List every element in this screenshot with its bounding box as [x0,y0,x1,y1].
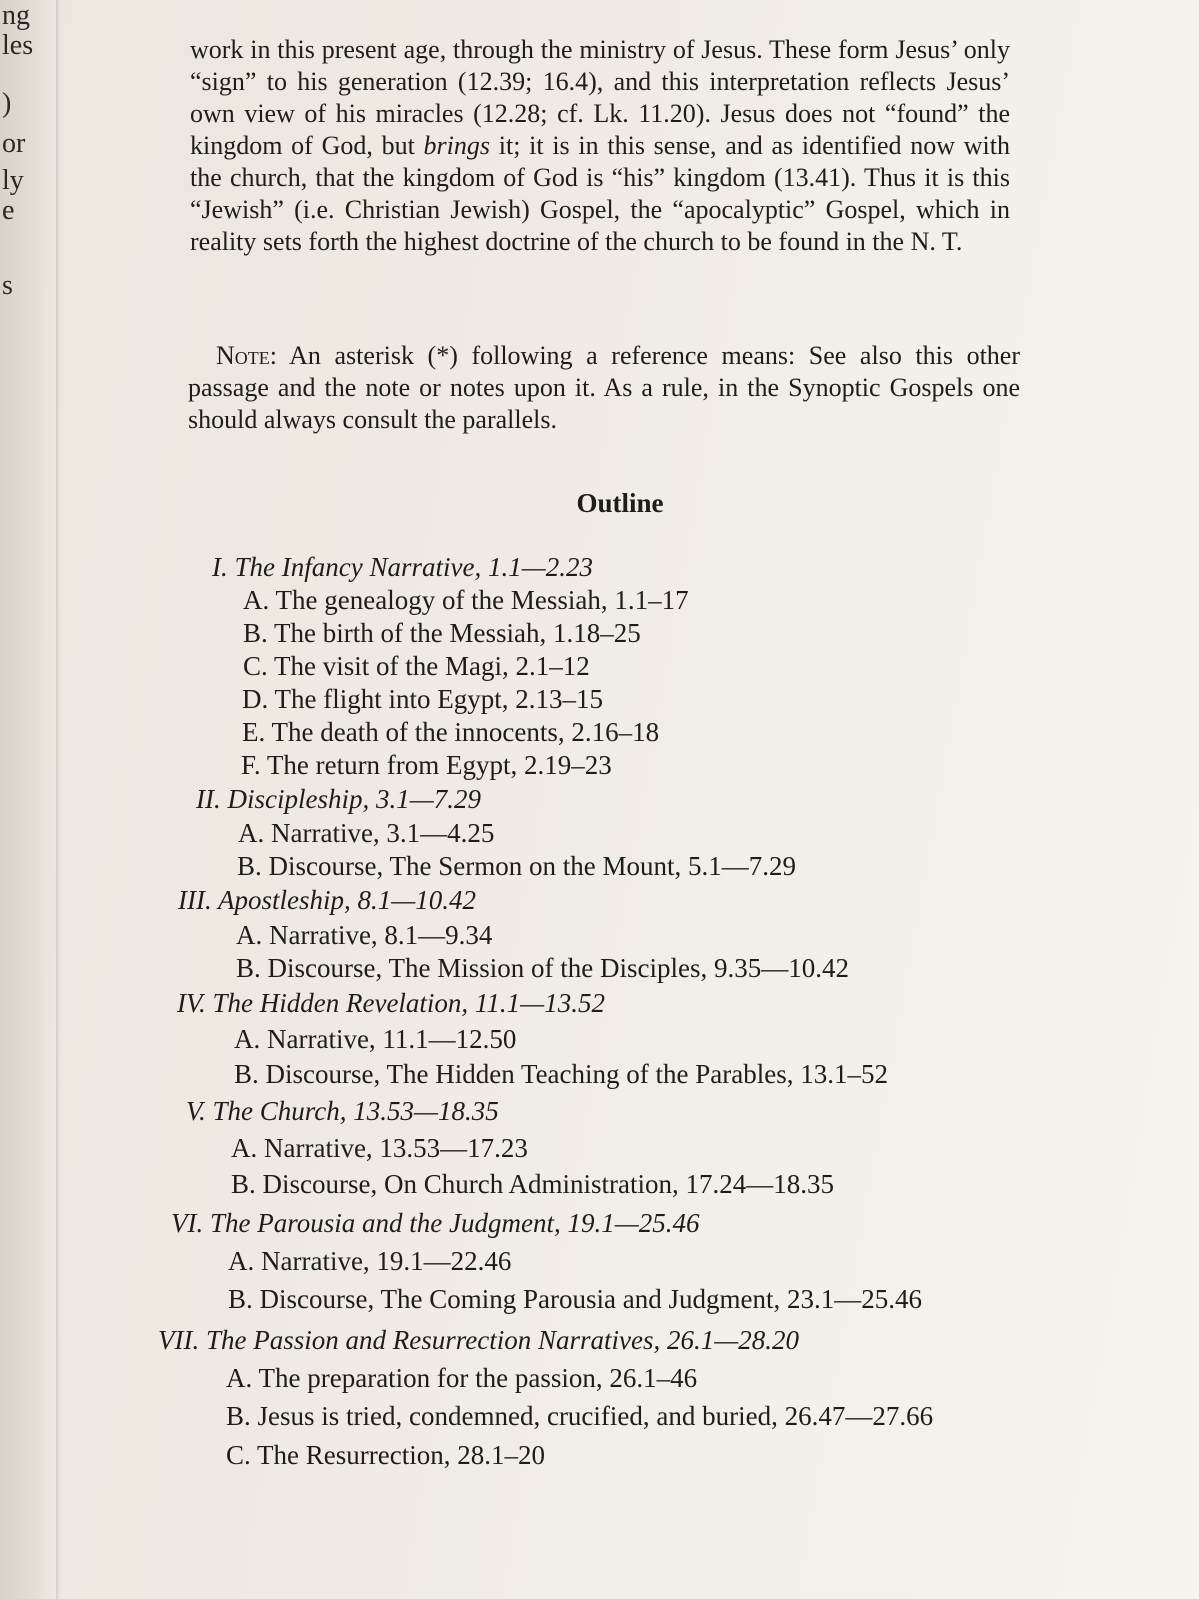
outline-item: A. Narrative, 19.1—22.46 [228,1246,512,1276]
outline-item: D. The flight into Egypt, 2.13–15 [242,684,603,714]
outline-item: B. Discourse, On Church Administration, 17.24—18.35 [231,1169,834,1199]
outline-item: A. The preparation for the passion, 26.1–46 [226,1363,698,1393]
facing-page-edge [0,0,52,1599]
note-label: Note [216,341,270,370]
intro-emphasis: brings [423,131,491,160]
margin-fragment: ng [2,0,30,31]
outline-item: A. Narrative, 3.1—4.25 [238,818,495,848]
outline-item: E. The death of the innocents, 2.16–18 [242,717,660,747]
outline-item: B. Jesus is tried, condemned, crucified, and buried, 26.47—27.66 [226,1401,934,1431]
outline-item: C. The Resurrection, 28.1–20 [226,1440,545,1470]
margin-fragment: les [2,30,34,61]
margin-fragment: ) [2,88,12,119]
outline-item: B. The birth of the Messiah, 1.18–25 [243,618,641,648]
note-text: : An asterisk (*) following a reference means: See also this other passage and the note or notes upon it. As a rule, in the Synoptic Gospels one should always consult the parallels. [188,341,1020,434]
intro-text-1: work in this present age, through the ministry of Jesus. These form Jesus’ only “sign” to his generation (12.39; 16.4), and this interpretation reflects Jesus’ own view of his miracles (12.28; cf. Lk. 11.20). Jesus does not “found” the kingdom of God, but [190,35,1010,160]
outline-item: B. Discourse, The Hidden Teaching of the Parables, 13.1–52 [234,1059,888,1089]
outline-item: B. Discourse, The Mission of the Disciples, 9.35—10.42 [236,953,849,983]
outline-section-title: III. Apostleship, 8.1—10.42 [178,885,476,915]
margin-fragment: e [2,195,15,226]
outline-section-title: V. The Church, 13.53—18.35 [186,1096,499,1126]
note-paragraph [188,340,1020,436]
outline-section-title: I. The Infancy Narrative, 1.1—2.23 [212,552,593,582]
margin-fragment: s [2,270,13,301]
intro-text-2: it; it is in this sense, and as identified now with the church, that the kingdom of God is “his” kingdom (13.41). Thus it is this “Jewish” (i.e. Christian Jewish) Gospel, the “apocalyptic” Gospel, which in reality sets forth the highest doctrine of the church to be found in the N. T. [190,131,1010,256]
outline-item: B. Discourse, The Coming Parousia and Judgment, 23.1—25.46 [228,1284,922,1314]
outline-item: F. The return from Egypt, 2.19–23 [241,750,612,780]
outline-heading: Outline [576,488,664,518]
outline-section-title: IV. The Hidden Revelation, 11.1—13.52 [177,988,605,1018]
margin-fragment: ly [2,165,24,196]
outline-section-title: VI. The Parousia and the Judgment, 19.1—25.46 [171,1208,700,1238]
outline-item: C. The visit of the Magi, 2.1–12 [243,651,590,681]
outline-item: A. Narrative, 8.1—9.34 [236,920,493,950]
outline-section-title: II. Discipleship, 3.1—7.29 [196,784,481,814]
page-gutter [56,0,60,1599]
outline-item: A. Narrative, 11.1—12.50 [234,1024,517,1054]
margin-fragment: or [2,128,26,159]
intro-paragraph [190,34,1010,258]
outline-section-title: VII. The Passion and Resurrection Narratives, 26.1—28.20 [158,1325,799,1355]
outline-item: A. Narrative, 13.53—17.23 [231,1133,528,1163]
outline-item: B. Discourse, The Sermon on the Mount, 5.1—7.29 [237,851,796,881]
outline-item: A. The genealogy of the Messiah, 1.1–17 [243,585,689,615]
